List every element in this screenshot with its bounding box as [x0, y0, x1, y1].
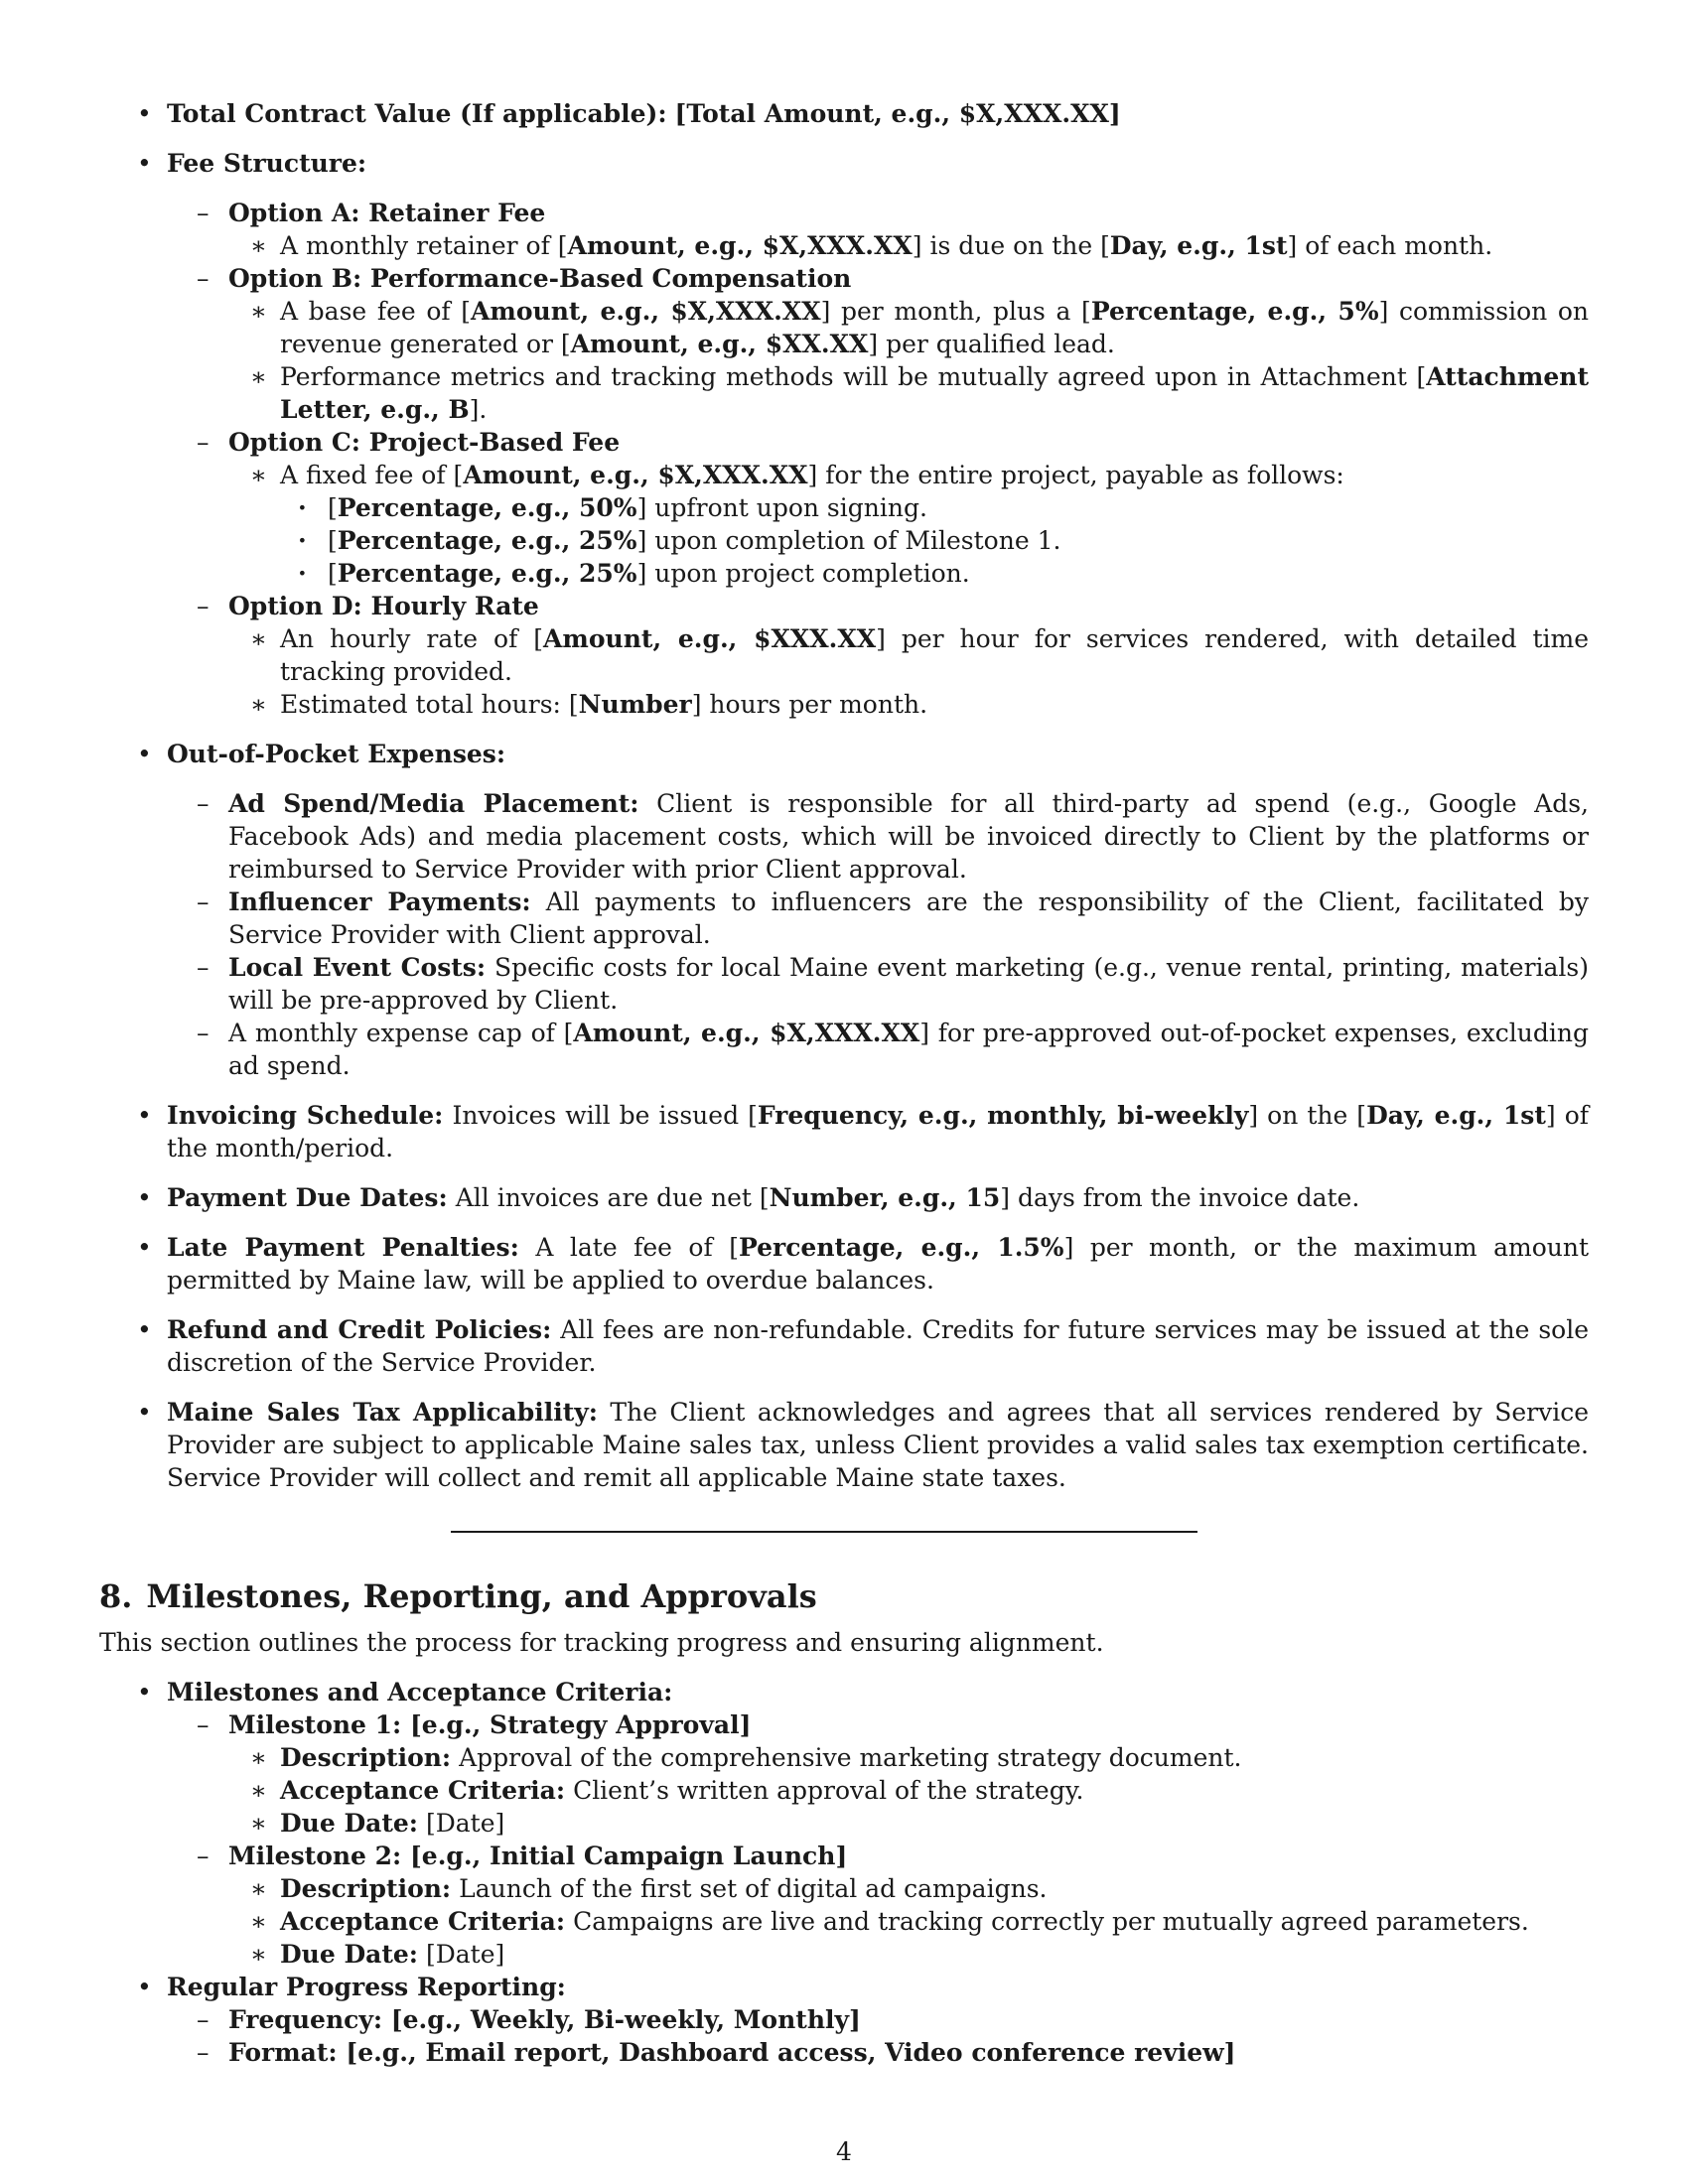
option-c-sub-1: [99, 491, 1589, 524]
expense-local-event: [99, 951, 1589, 1017]
expenses: [99, 738, 1589, 770]
text: Amount, e.g., $X,XXX.XX: [463, 461, 808, 489]
total-value: [Total Amount, e.g., $X,XXX.XX]: [674, 99, 1121, 128]
horizontal-divider: [451, 1531, 1197, 1533]
text: ] is due on the [: [912, 231, 1110, 260]
text: Description:: [280, 1874, 452, 1903]
total-contract-value: [99, 97, 1589, 130]
reporting-format: [99, 2036, 1589, 2069]
expenses-label: Out-of-Pocket Expenses:: [167, 740, 506, 768]
text: ] commission on revenue generated or [: [280, 297, 1590, 358]
option-c-sub-2: [99, 524, 1589, 557]
milestones: [99, 1676, 1589, 1708]
text: Due Date:: [280, 1809, 419, 1838]
text: Acceptance Criteria:: [280, 1776, 566, 1805]
text: A late fee of [: [535, 1233, 739, 1262]
milestone-2-description: [99, 1872, 1589, 1905]
text: ] upon project completion.: [636, 559, 970, 588]
text: ].: [469, 395, 488, 424]
section-title: Milestones, Reporting, and Approvals: [146, 1577, 817, 1615]
text: ] per hour for services rendered, with detailed time tracking provided.: [280, 624, 1589, 686]
text: ] upon completion of Milestone 1.: [636, 526, 1061, 555]
invoicing-schedule: [99, 1099, 1589, 1164]
text: All invoices are due net [: [455, 1183, 770, 1212]
text: Day, e.g., 1st: [1366, 1101, 1546, 1130]
text: Number: [578, 690, 692, 719]
option-a-item: [99, 229, 1589, 262]
text: All payments to influencers are the responsibility of the Client, facilitated by Service Provider with Client approval.: [228, 887, 1590, 949]
refund-policy: [99, 1313, 1589, 1379]
text: [: [328, 493, 338, 522]
option-c-title: [99, 426, 1589, 459]
option-b-label: Option B: Performance-Based Compensation: [228, 264, 852, 293]
option-d-item-1: [99, 622, 1589, 688]
text: ] per month, or the maximum amount permitted by Maine law, will be applied to overdue balances.: [167, 1233, 1590, 1295]
option-c-sub-3: [99, 557, 1589, 590]
text: An hourly rate of [: [280, 624, 544, 653]
fee-structure-label: Fee Structure:: [167, 149, 367, 178]
text: Client is responsible for all third-party ad spend (e.g., Google Ads, Facebook Ads) and media placement costs, which will be invoiced directly to Client by the platforms or reimbursed to Service Provider with prior Client approval.: [228, 789, 1590, 884]
text: Refund and Credit Policies:: [167, 1315, 552, 1344]
text: A monthly expense cap of [: [228, 1019, 574, 1047]
text: Local Event Costs:: [228, 953, 487, 982]
text: Milestone 1: [e.g., Strategy Approval]: [228, 1710, 752, 1739]
text: [Date]: [425, 1809, 505, 1838]
text: Number, e.g., 15: [769, 1183, 1001, 1212]
option-d-title: [99, 590, 1589, 622]
milestone-2-acceptance: [99, 1905, 1589, 1938]
text: ] for the entire project, payable as follows:: [807, 461, 1344, 489]
text: A base fee of [: [280, 297, 472, 326]
text: Launch of the first set of digital ad campaigns.: [459, 1874, 1048, 1903]
option-c-item: [99, 459, 1589, 491]
text: Frequency: [e.g., Weekly, Bi-weekly, Monthly]: [228, 2005, 861, 2034]
text: Due Date:: [280, 1940, 419, 1969]
text: ] for pre-approved out-of-pocket expenses, excluding ad spend.: [228, 1019, 1589, 1080]
payment-due-dates: [99, 1181, 1589, 1214]
option-d-label: Option D: Hourly Rate: [228, 592, 539, 620]
document-page: [99, 97, 1589, 2069]
milestone-1: [99, 1708, 1589, 1741]
text: ] days from the invoice date.: [1000, 1183, 1360, 1212]
text: A monthly retainer of [: [280, 231, 568, 260]
text: Percentage, e.g., 25%: [337, 526, 637, 555]
text: Approval of the comprehensive marketing strategy document.: [459, 1743, 1242, 1772]
text: ] of the month/period.: [167, 1101, 1590, 1162]
expense-cap: [99, 1017, 1589, 1082]
option-d-item-2: [99, 688, 1589, 721]
text: A fixed fee of [: [280, 461, 464, 489]
progress-reporting: [99, 1971, 1589, 2003]
text: Milestones and Acceptance Criteria:: [167, 1678, 673, 1706]
text: ] per qualified lead.: [868, 330, 1115, 358]
milestone-1-acceptance: [99, 1774, 1589, 1807]
section-intro: This section outlines the process for tracking progress and ensuring alignment.: [99, 1628, 1104, 1657]
milestone-1-description: [99, 1741, 1589, 1774]
text: [: [328, 526, 338, 555]
text: Percentage, e.g., 25%: [337, 559, 637, 588]
text: Regular Progress Reporting:: [167, 1973, 566, 2001]
page-number: 4: [836, 2137, 852, 2166]
text: Amount, e.g., $X,XXX.XX: [573, 1019, 920, 1047]
text: Amount, e.g., $XX.XX: [570, 330, 869, 358]
text: Payment Due Dates:: [167, 1183, 448, 1212]
text: Invoices will be issued [: [452, 1101, 758, 1130]
option-b-title: [99, 262, 1589, 295]
option-b-item-1: [99, 295, 1589, 360]
milestone-2: [99, 1840, 1589, 1872]
text: Description:: [280, 1743, 452, 1772]
text: Percentage, e.g., 5%: [1090, 297, 1379, 326]
text: ] of each month.: [1287, 231, 1493, 260]
text: Performance metrics and tracking methods will be mutually agreed upon in Attachment [: [280, 362, 1427, 391]
total-label: Total Contract Value (If applicable):: [167, 99, 667, 128]
text: Milestone 2: [e.g., Initial Campaign Launch]: [228, 1842, 848, 1870]
late-payment: [99, 1231, 1589, 1297]
fee-structure: [99, 147, 1589, 180]
text: ] on the [: [1248, 1101, 1367, 1130]
option-a-title: [99, 197, 1589, 229]
text: Late Payment Penalties:: [167, 1233, 519, 1262]
section-number: 8.: [99, 1577, 133, 1615]
text: Amount, e.g., $XXX.XX: [543, 624, 877, 653]
text: Attachment Letter, e.g., B: [280, 362, 1589, 424]
text: Maine Sales Tax Applicability:: [167, 1398, 599, 1427]
text: ] upfront upon signing.: [636, 493, 927, 522]
text: Acceptance Criteria:: [280, 1907, 566, 1936]
text: Format: [e.g., Email report, Dashboard access, Video conference review]: [228, 2038, 1236, 2067]
text: Campaigns are live and tracking correctly per mutually agreed parameters.: [573, 1907, 1529, 1936]
text: [: [328, 559, 338, 588]
text: Ad Spend/Media Placement:: [228, 789, 639, 818]
text: Frequency, e.g., monthly, bi-weekly: [757, 1101, 1249, 1130]
text: Specific costs for local Maine event marketing (e.g., venue rental, printing, materials) will be pre-approved by Client.: [228, 953, 1589, 1015]
text: [Date]: [425, 1940, 505, 1969]
text: ] hours per month.: [691, 690, 928, 719]
milestone-1-due: [99, 1807, 1589, 1840]
text: All fees are non-refundable. Credits for future services may be issued at the sole discretion of the Service Provider.: [167, 1315, 1589, 1377]
text: Invoicing Schedule:: [167, 1101, 444, 1130]
text: Client’s written approval of the strategy.: [573, 1776, 1084, 1805]
option-b-item-2: [99, 360, 1589, 426]
text: ] per month, plus a [: [820, 297, 1091, 326]
option-a-label: Option A: Retainer Fee: [228, 199, 546, 227]
text: Amount, e.g., $X,XXX.XX: [471, 297, 821, 326]
text: Influencer Payments:: [228, 887, 531, 916]
sales-tax: [99, 1396, 1589, 1494]
text: Day, e.g., 1st: [1109, 231, 1288, 260]
text: Percentage, e.g., 50%: [337, 493, 637, 522]
section-heading: [99, 1574, 1589, 1618]
milestone-2-due: [99, 1938, 1589, 1971]
expense-influencer: [99, 886, 1589, 951]
text: Amount, e.g., $X,XXX.XX: [567, 231, 913, 260]
reporting-frequency: [99, 2003, 1589, 2036]
option-c-label: Option C: Project-Based Fee: [228, 428, 621, 457]
expense-ad-spend: [99, 787, 1589, 886]
text: Percentage, e.g., 1.5%: [738, 1233, 1064, 1262]
text: Estimated total hours: [: [280, 690, 579, 719]
text: The Client acknowledges and agrees that all services rendered by Service Provider are subject to applicable Maine sales tax, unless Client provides a valid sales tax exemption certificate. Service Provider will collect and remit all applicable Maine state taxes.: [167, 1398, 1589, 1492]
